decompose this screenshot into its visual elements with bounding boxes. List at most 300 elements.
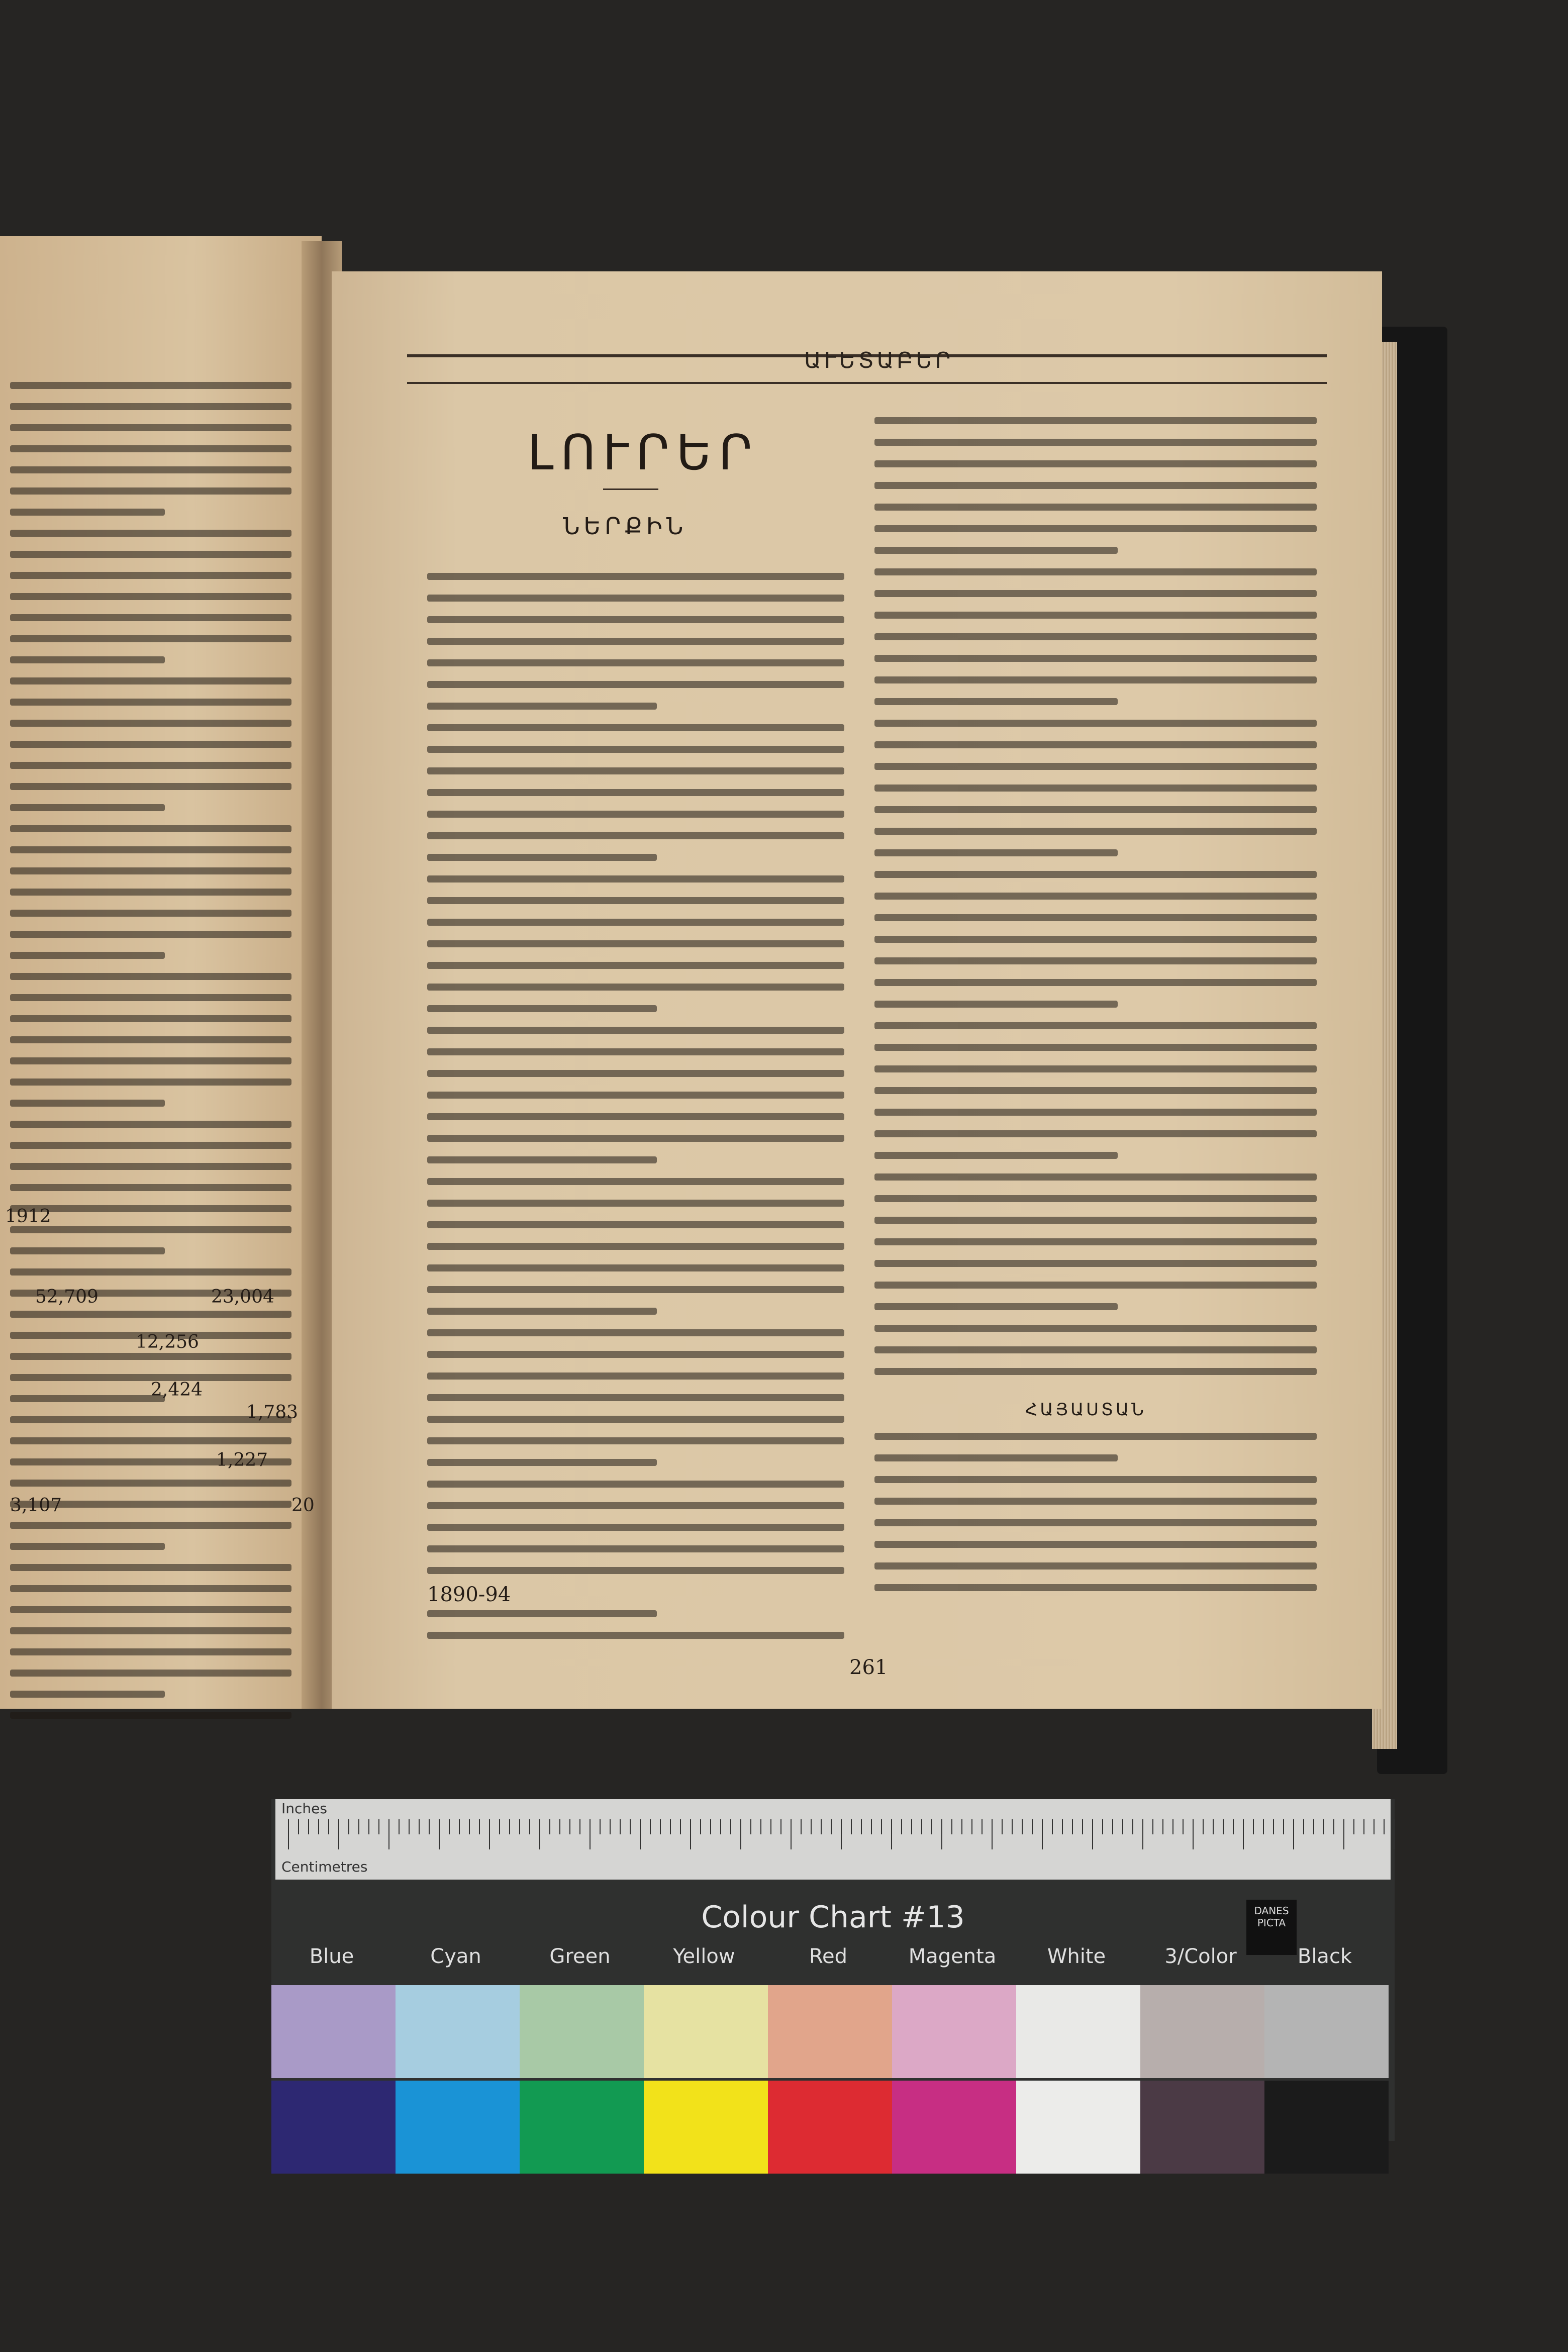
ruler-tick <box>921 1819 922 1834</box>
ruler-tick <box>368 1819 369 1834</box>
ruler-tick <box>1333 1819 1334 1834</box>
text-line <box>10 1670 291 1677</box>
text-line <box>10 1712 291 1719</box>
text-line <box>874 1044 1317 1051</box>
ruler-tick <box>1253 1819 1254 1834</box>
text-line <box>10 656 165 663</box>
ruler-tick <box>1343 1819 1344 1849</box>
text-line <box>874 1562 1317 1570</box>
ruler-tick <box>951 1819 952 1834</box>
text-line <box>427 1200 844 1207</box>
text-line <box>10 1627 291 1634</box>
ruler-tick <box>861 1819 862 1834</box>
ruler-tick <box>489 1819 490 1849</box>
text-line <box>10 445 291 452</box>
ruler-tick <box>670 1819 671 1834</box>
ruler-tick <box>961 1819 962 1834</box>
text-line <box>10 1142 291 1149</box>
ruler-tick <box>288 1819 289 1849</box>
section-heading-armenia: ՀԱՅԱՍՏԱՆ <box>1025 1400 1146 1420</box>
ruler-tick <box>1012 1819 1013 1834</box>
colour-swatch <box>1016 1985 1140 2078</box>
text-line <box>874 1368 1317 1375</box>
colour-swatch <box>1140 1985 1264 2078</box>
text-line <box>427 1416 844 1423</box>
ruler-tick <box>841 1819 842 1849</box>
ruler-tick <box>298 1819 299 1834</box>
text-line <box>874 655 1317 662</box>
ruler-tick <box>1052 1819 1053 1834</box>
text-line <box>427 1070 844 1077</box>
text-line <box>10 466 291 473</box>
text-line <box>10 1121 291 1128</box>
text-line <box>874 849 1118 856</box>
text-line <box>427 1610 657 1617</box>
ruler-tick <box>519 1819 520 1834</box>
text-line <box>874 936 1317 943</box>
text-line <box>10 1522 291 1529</box>
text-line <box>427 1567 844 1574</box>
text-line <box>874 1173 1317 1181</box>
text-line <box>10 572 291 579</box>
ruler-tick <box>780 1819 781 1834</box>
text-line <box>427 616 844 623</box>
ruler-tick <box>529 1819 530 1834</box>
text-line <box>874 1282 1317 1289</box>
ruler-tick <box>1293 1819 1294 1849</box>
text-line <box>427 875 844 883</box>
ruler-tick <box>620 1819 621 1834</box>
text-line <box>874 871 1317 878</box>
text-line <box>10 509 165 516</box>
ruler-tick <box>308 1819 309 1834</box>
text-line <box>10 530 291 537</box>
colour-swatch <box>1140 2081 1264 2174</box>
text-line <box>874 1087 1317 1094</box>
text-line <box>427 1351 844 1358</box>
text-line <box>427 595 844 602</box>
text-line <box>427 1264 844 1271</box>
text-line <box>874 417 1317 424</box>
text-line <box>874 698 1118 705</box>
ruler-tick <box>590 1819 591 1849</box>
text-line <box>874 979 1317 986</box>
left-page-number: 12,256 <box>136 1332 199 1352</box>
ruler-tick <box>479 1819 480 1834</box>
ruler-tick <box>982 1819 983 1834</box>
text-line <box>874 741 1317 748</box>
ruler-tick <box>650 1819 651 1834</box>
text-line <box>874 828 1317 835</box>
ruler-tick <box>640 1819 641 1849</box>
text-line <box>427 962 844 969</box>
text-line <box>10 677 291 684</box>
ruler-tick <box>388 1819 389 1849</box>
text-line <box>10 614 291 621</box>
ruler-tick <box>1313 1819 1314 1834</box>
ruler-tick <box>1303 1819 1304 1834</box>
text-line <box>874 1130 1317 1137</box>
text-line <box>10 382 291 389</box>
colour-swatch <box>644 1985 768 2078</box>
ruler-tick <box>1142 1819 1143 1849</box>
ruler-tick <box>710 1819 711 1834</box>
colour-swatch <box>768 2081 892 2174</box>
text-line <box>10 424 291 431</box>
ruler-centimetres-label: Centimetres <box>281 1858 368 1875</box>
text-line <box>427 746 844 753</box>
text-line <box>10 699 291 706</box>
ruler-tick <box>1384 1819 1385 1834</box>
text-line <box>10 994 291 1001</box>
ruler-tick <box>891 1819 892 1849</box>
text-line <box>874 1454 1118 1461</box>
ruler-tick <box>449 1819 450 1834</box>
text-line <box>10 762 291 769</box>
year-marker: 1890-94 <box>427 1583 511 1606</box>
ruler-tick <box>1122 1819 1123 1834</box>
text-line <box>427 832 844 839</box>
ruler-tick <box>750 1819 751 1834</box>
ruler-tick <box>1032 1819 1033 1834</box>
text-line <box>874 806 1317 813</box>
ruler-tick <box>811 1819 812 1834</box>
ruler-tick <box>720 1819 721 1834</box>
text-line <box>874 914 1317 921</box>
text-line <box>874 1109 1317 1116</box>
text-line <box>874 568 1317 575</box>
left-page-number: 23,004 <box>211 1287 274 1307</box>
text-line <box>10 1079 291 1086</box>
text-line <box>427 659 844 666</box>
ruler-tick <box>1183 1819 1184 1834</box>
ruler-tick <box>1092 1819 1093 1849</box>
ruler-tick <box>1363 1819 1364 1834</box>
text-line <box>10 635 291 642</box>
ruler-tick <box>760 1819 761 1834</box>
ruler-tick <box>1323 1819 1324 1834</box>
text-line <box>874 1065 1317 1072</box>
text-line <box>874 763 1317 770</box>
text-line <box>10 741 291 748</box>
text-line <box>427 1437 844 1444</box>
text-line <box>10 825 291 832</box>
ruler-tick <box>559 1819 560 1834</box>
ruler-tick <box>579 1819 580 1834</box>
text-line <box>10 1163 291 1170</box>
text-line <box>10 1268 291 1276</box>
left-page-number: 20 <box>291 1495 315 1516</box>
text-line <box>10 1437 291 1444</box>
colour-swatch <box>768 1985 892 2078</box>
ruler-tick <box>1062 1819 1063 1834</box>
text-line <box>427 789 844 796</box>
ruler-tick <box>419 1819 420 1834</box>
colour-chart-title: Colour Chart #13 <box>701 1900 965 1935</box>
swatch-label: 3/Color <box>1164 1945 1237 1968</box>
ruler-tick <box>901 1819 902 1834</box>
ruler <box>275 1799 1391 1880</box>
ruler-tick <box>1243 1819 1244 1849</box>
text-line <box>874 1325 1317 1332</box>
ruler-tick <box>1172 1819 1173 1834</box>
swatch-label: White <box>1047 1945 1106 1968</box>
colour-swatch <box>396 2081 520 2174</box>
text-line <box>427 984 844 991</box>
text-line <box>874 957 1317 964</box>
ruler-tick <box>549 1819 550 1834</box>
left-page <box>0 236 322 1709</box>
ruler-tick <box>680 1819 681 1834</box>
text-line <box>427 1373 844 1380</box>
swatch-label: Yellow <box>673 1945 735 1968</box>
text-line <box>10 952 165 959</box>
text-line <box>427 897 844 904</box>
text-line <box>427 1048 844 1055</box>
text-line <box>874 676 1317 683</box>
left-page-number: 2,424 <box>151 1380 203 1400</box>
text-line <box>10 487 291 495</box>
ruler-tick <box>1213 1819 1214 1834</box>
ruler-tick <box>1394 1819 1395 1849</box>
ruler-tick <box>399 1819 400 1834</box>
text-line <box>427 703 657 710</box>
text-line <box>427 1329 844 1336</box>
text-line <box>10 1606 291 1613</box>
text-line <box>427 1394 844 1401</box>
ruler-tick <box>1353 1819 1354 1834</box>
left-page-number: 3,107 <box>10 1495 62 1516</box>
text-line <box>427 1286 844 1293</box>
colour-swatch <box>271 1985 396 2078</box>
ruler-tick <box>1042 1819 1043 1849</box>
left-page-number: 1,227 <box>216 1450 268 1471</box>
text-line <box>10 867 291 874</box>
text-line <box>874 1541 1317 1548</box>
text-line <box>874 525 1317 532</box>
text-line <box>874 1476 1317 1483</box>
text-line <box>874 1022 1317 1029</box>
colour-swatch <box>520 2081 644 2174</box>
text-line <box>10 1648 291 1655</box>
ruler-tick <box>1162 1819 1163 1834</box>
section-heading-internal: ՆԵՐՔԻՆ <box>563 513 688 540</box>
text-line <box>10 1543 165 1550</box>
text-line <box>427 681 844 688</box>
text-line <box>874 1303 1118 1310</box>
text-line <box>427 1092 844 1099</box>
ruler-tick <box>1112 1819 1113 1834</box>
text-line <box>874 1584 1317 1591</box>
left-page-number-1912: 1912 <box>5 1206 51 1227</box>
swatch-label: Magenta <box>908 1945 997 1968</box>
ruler-tick <box>328 1819 329 1834</box>
text-line <box>874 1195 1317 1202</box>
ruler-inches-label: Inches <box>281 1800 327 1817</box>
text-line <box>10 1395 165 1402</box>
ruler-tick <box>1022 1819 1023 1834</box>
text-line <box>10 889 291 896</box>
colour-swatch <box>520 1985 644 2078</box>
ruler-tick <box>1152 1819 1153 1834</box>
text-line <box>874 785 1317 792</box>
ruler-tick <box>429 1819 430 1834</box>
text-line <box>874 1433 1317 1440</box>
text-line <box>427 573 844 580</box>
ruler-tick <box>941 1819 942 1849</box>
text-line <box>874 1346 1317 1353</box>
text-line <box>427 1243 844 1250</box>
text-line <box>427 1005 657 1012</box>
text-line <box>427 1502 844 1509</box>
ruler-tick <box>791 1819 792 1849</box>
danes-picta-logo: DANES PICTA <box>1246 1900 1297 1955</box>
ruler-tick <box>499 1819 500 1834</box>
ruler-tick <box>569 1819 570 1834</box>
text-line <box>874 439 1317 446</box>
text-line <box>10 1100 165 1107</box>
text-line <box>427 1632 844 1639</box>
text-line <box>10 1184 291 1191</box>
text-line <box>10 1036 291 1043</box>
ruler-tick <box>358 1819 359 1834</box>
ruler-tick <box>1203 1819 1204 1834</box>
text-line <box>874 460 1317 467</box>
swatch-label: Black <box>1297 1945 1352 1968</box>
colour-swatch <box>892 2081 1016 2174</box>
ruler-tick <box>971 1819 972 1834</box>
text-line <box>874 1152 1118 1159</box>
ruler-tick <box>1223 1819 1224 1834</box>
text-line <box>10 1691 165 1698</box>
text-line <box>427 1481 844 1488</box>
text-line <box>427 919 844 926</box>
swatch-label: Cyan <box>430 1945 481 1968</box>
text-line <box>427 1524 844 1531</box>
ruler-tick <box>1132 1819 1133 1834</box>
text-line <box>10 1480 291 1487</box>
text-line <box>10 1226 291 1233</box>
ruler-tick <box>459 1819 460 1834</box>
text-line <box>10 551 291 558</box>
title-rule <box>603 488 658 490</box>
ruler-tick <box>851 1819 852 1834</box>
text-line <box>874 1519 1317 1526</box>
text-line <box>874 1238 1317 1245</box>
text-line <box>10 1585 291 1592</box>
header-rule-bottom <box>407 382 1327 384</box>
text-line <box>427 854 657 861</box>
ruler-tick <box>1374 1819 1375 1834</box>
colour-swatch <box>1016 2081 1140 2174</box>
ruler-tick <box>1233 1819 1234 1834</box>
text-line <box>10 1311 291 1318</box>
text-line <box>874 1001 1118 1008</box>
ruler-tick <box>509 1819 510 1834</box>
text-line <box>427 767 844 774</box>
ruler-tick <box>992 1819 993 1849</box>
text-line <box>427 1545 844 1552</box>
text-line <box>874 1217 1317 1224</box>
colour-swatch <box>1264 2081 1389 2174</box>
ruler-tick <box>439 1819 440 1849</box>
ruler-tick <box>1082 1819 1083 1834</box>
ruler-tick <box>690 1819 691 1849</box>
text-line <box>427 811 844 818</box>
text-line <box>10 846 291 853</box>
text-line <box>874 1260 1317 1267</box>
ruler-tick <box>1273 1819 1274 1834</box>
ruler-tick <box>610 1819 611 1834</box>
text-line <box>10 720 291 727</box>
ruler-tick <box>831 1819 832 1834</box>
text-line <box>874 633 1317 640</box>
left-page-number: 52,709 <box>35 1287 99 1307</box>
ruler-tick <box>539 1819 540 1849</box>
text-line <box>874 482 1317 489</box>
colour-swatch <box>1264 1985 1389 2078</box>
ruler-tick <box>821 1819 822 1834</box>
text-line <box>874 590 1317 597</box>
ruler-tick <box>1002 1819 1003 1834</box>
text-line <box>10 1564 291 1571</box>
text-line <box>10 910 291 917</box>
text-line <box>427 724 844 731</box>
text-line <box>874 504 1317 511</box>
text-line <box>874 720 1317 727</box>
text-line <box>427 1027 844 1034</box>
text-line <box>427 1221 844 1228</box>
left-page-number: 1,783 <box>246 1402 299 1423</box>
text-line <box>427 1308 657 1315</box>
ruler-tick <box>1102 1819 1103 1834</box>
text-line <box>427 1135 844 1142</box>
text-line <box>427 1156 657 1163</box>
text-line <box>874 612 1317 619</box>
ruler-tick <box>409 1819 410 1834</box>
swatch-label: Red <box>809 1945 847 1968</box>
text-line <box>427 1459 657 1466</box>
ruler-tick <box>740 1819 741 1849</box>
text-line <box>427 1178 844 1185</box>
text-line <box>10 1353 291 1360</box>
text-line <box>10 1247 165 1254</box>
ruler-tick <box>801 1819 802 1834</box>
ruler-tick <box>871 1819 872 1834</box>
colour-swatch <box>644 2081 768 2174</box>
text-line <box>10 593 291 600</box>
ruler-tick <box>931 1819 932 1834</box>
ruler-tick <box>660 1819 661 1834</box>
ruler-tick <box>1263 1819 1264 1834</box>
colour-swatch <box>892 1985 1016 2078</box>
ruler-tick <box>378 1819 379 1834</box>
ruler-tick <box>730 1819 731 1834</box>
ruler-tick <box>318 1819 319 1834</box>
text-line <box>427 638 844 645</box>
page-number: 261 <box>849 1656 888 1679</box>
ruler-tick <box>469 1819 470 1834</box>
swatch-label: Green <box>549 1945 611 1968</box>
text-line <box>10 403 291 410</box>
text-line <box>874 1498 1317 1505</box>
swatch-label: Blue <box>309 1945 354 1968</box>
ruler-tick <box>911 1819 912 1834</box>
text-line <box>10 804 165 811</box>
text-line <box>10 931 291 938</box>
page-title: ԼՈՒՐԵՐ <box>528 425 759 481</box>
ruler-tick <box>348 1819 349 1834</box>
